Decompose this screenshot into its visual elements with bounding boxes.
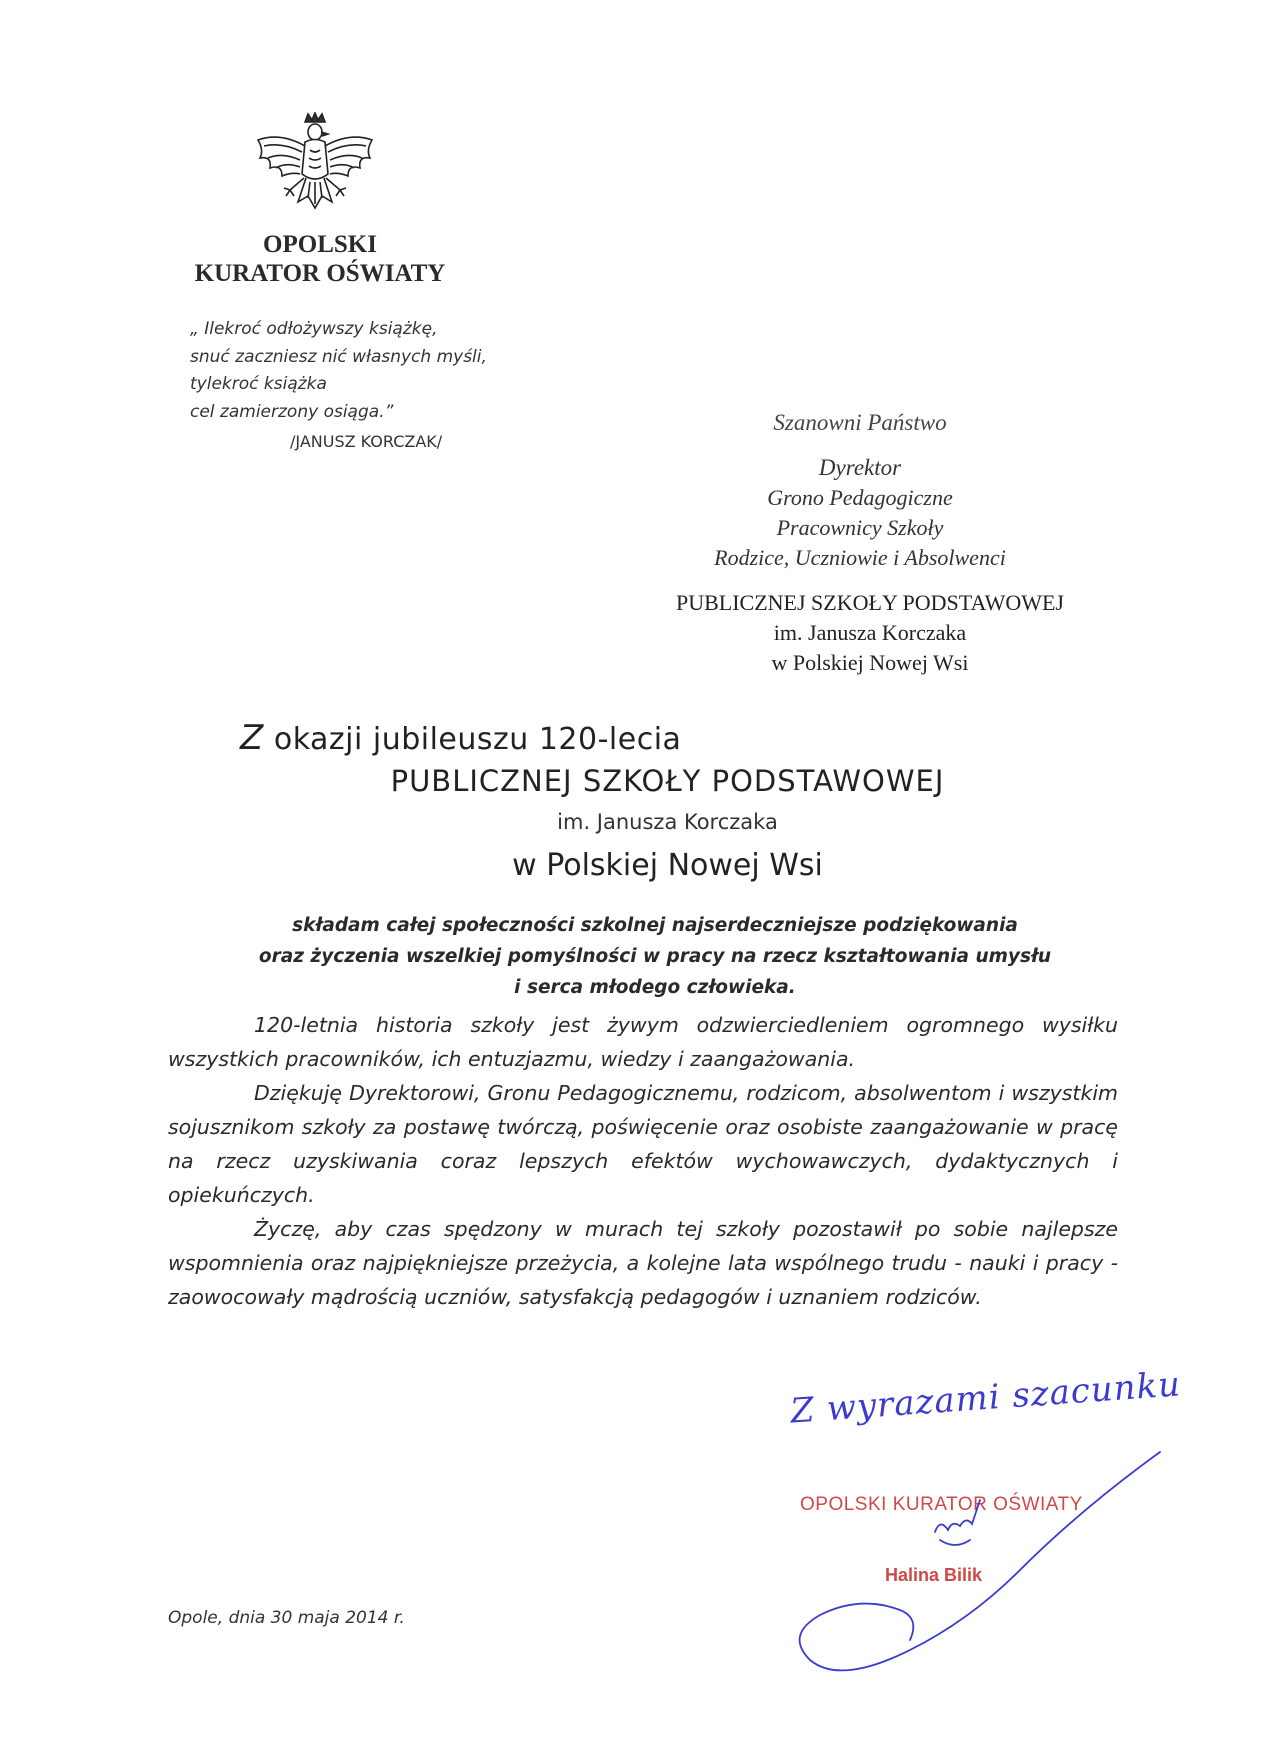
body-paragraph: Dziękuję Dyrektorowi, Gronu Pedagogicznemu, rodzicom, absolwentom i wszystkim sojusznikom szkoły za postawę twórczą, poświęcenie oraz osobiste zaangażowanie w pracę na rzecz uzyskiwania coraz lepszych efektów wychowawczych, dydaktycznych i opiekuńczych. [168, 1081, 1118, 1207]
addressee-list [620, 453, 1100, 573]
quote-line: tylekroć książka [190, 374, 327, 394]
lead-line: składam całej społeczności szkolnej najserdeczniejsze podziękowania [292, 915, 1018, 936]
quote-line: cel zamierzony osiąga.” [190, 401, 394, 422]
stamp-name: Halina Bilik [885, 1565, 983, 1585]
handwritten-closing: Z wyrazami szacunku [789, 1364, 1183, 1432]
heading-patron: im. Janusza Korczaka [557, 810, 778, 834]
issuer-line-2: KURATOR OŚWIATY [194, 260, 446, 287]
eagle-emblem-icon [250, 112, 380, 222]
body-paragraph: 120-letnia historia szkoły jest żywym odzwierciedleniem ogromnego wysiłku wszystkich pracowników, ich entuzjazmu, wiedzy i zaangażowania. [168, 1013, 1118, 1071]
place-and-date: Opole, dnia 30 maja 2014 r. [168, 1608, 405, 1628]
salutation: Szanowni Państwo [773, 410, 947, 435]
thanks-lead [150, 910, 1160, 1003]
school-line: PUBLICZNEJ SZKOŁY PODSTAWOWEJ [676, 590, 1064, 615]
occasion-text: okazji jubileuszu 120-lecia [263, 722, 682, 757]
issuer-name [150, 230, 490, 288]
quote-author: /JANUSZ KORCZAK/ [290, 432, 443, 451]
quote-line: snuć zaczniesz nić własnych myśli, [190, 346, 487, 367]
addressee-line: Rodzice, Uczniowie i Absolwenci [714, 545, 1006, 570]
occasion-initial: Z [240, 718, 264, 758]
addressee-line: Dyrektor [818, 455, 902, 480]
school-line: im. Janusza Korczaka [773, 620, 967, 645]
stamp-office: OPOLSKI KURATOR OŚWIATY [800, 1494, 1083, 1515]
occasion-heading [240, 718, 681, 758]
heading-school: PUBLICZNEJ SZKOŁY PODSTAWOWEJ [390, 764, 945, 798]
lead-line: oraz życzenia wszelkiej pomyślności w pracy na rzecz kształtowania umysłu [258, 946, 1052, 967]
addressee-school [600, 588, 1140, 678]
handwritten-signature-icon [780, 1400, 1190, 1700]
body-paragraph: Życzę, aby czas spędzony w murach tej szkoły pozostawił po sobie najlepsze wspomnienia oraz najpiękniejsze przeżycia, a kolejne lata wspólnego trudu - nauki i pracy - zaowocowały mądrością uczniów, satysfakcją pedagogów i uznaniem rodziców. [168, 1217, 1118, 1309]
addressee-line: Pracownicy Szkoły [776, 515, 944, 540]
korczak-quote [190, 316, 487, 426]
lead-line: i serca młodego człowieka. [514, 977, 796, 998]
heading-place: w Polskiej Nowej Wsi [512, 848, 823, 883]
issuer-line-1: OPOLSKI [263, 231, 377, 258]
letter-body [168, 1008, 1118, 1314]
school-line: w Polskiej Nowej Wsi [771, 650, 969, 675]
quote-line: „ Ilekroć odłożywszy książkę, [190, 319, 438, 339]
addressee-line: Grono Pedagogiczne [767, 485, 953, 510]
